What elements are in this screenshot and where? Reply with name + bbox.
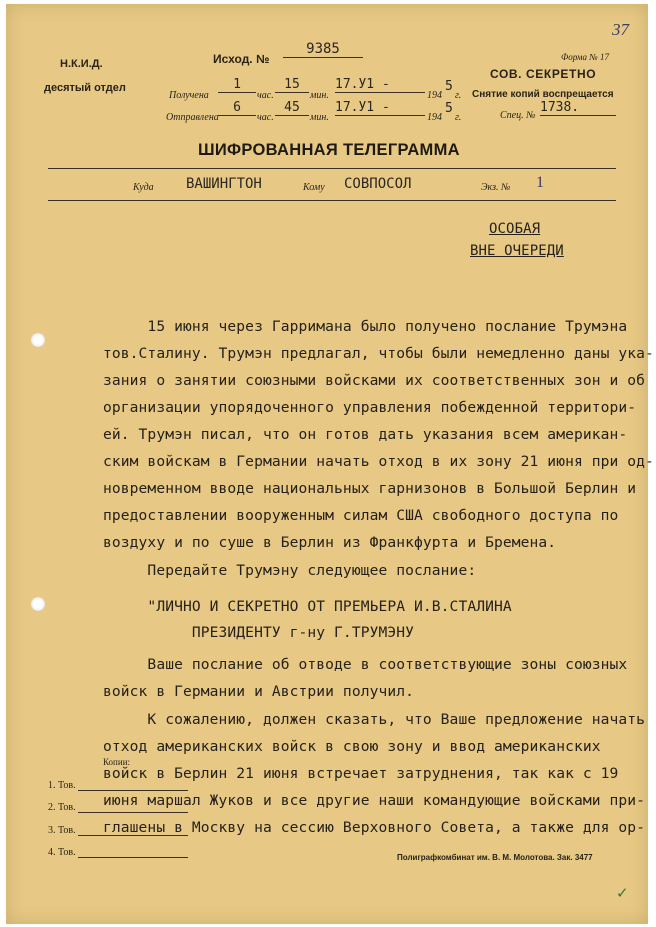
sent-hour-label: час. — [257, 112, 274, 123]
copy-line-4: 4. Тов. — [48, 847, 76, 858]
copy-line-3-rule — [78, 835, 188, 836]
body-line: отход американских войск в свою зону и ввод американских — [103, 738, 601, 755]
sent-min-label: мин. — [310, 112, 329, 123]
document-title: ШИФРОВАННАЯ ТЕЛЕГРАММА — [198, 141, 460, 159]
page-number: 37 — [612, 20, 629, 39]
body-line: ей. Трумэн писал, что он готов дать указания всем американ- — [103, 426, 628, 443]
sent-year-digit: 5 — [445, 101, 453, 116]
punch-hole-bottom — [31, 597, 45, 611]
sent-year-suffix: г. — [455, 112, 462, 123]
body-line: организации упорядоченного управления побежденной территори- — [103, 399, 637, 416]
sent-hour: 6 — [218, 100, 256, 116]
body-line: июня маршал Жуков и все другие наши командующие войсками при- — [103, 792, 646, 809]
body-line: войск в Германии и Австрии получил. — [103, 683, 415, 700]
copy-line-2: 2. Тов. — [48, 802, 76, 813]
copy-line-1: 1. Тов. — [48, 780, 76, 791]
spec-number: 1738. — [540, 100, 616, 116]
body-line: воздуху и по суше в Берлин из Франкфурта и Бремена. — [103, 534, 557, 551]
received-hour: 1 — [218, 77, 256, 93]
received-year-suffix: г. — [455, 90, 462, 101]
received-year-digit: 5 — [445, 79, 453, 94]
body-line: предоставлении вооруженным силам США свободного доступа по — [103, 507, 619, 524]
org-name: Н.К.И.Д. — [60, 58, 103, 70]
received-label: Получена — [169, 90, 209, 101]
copy-line-3: 3. Тов. — [48, 825, 76, 836]
copy-label: Экз. № — [481, 182, 511, 193]
to-value: ВАШИНГТОН — [186, 176, 262, 192]
priority-line-2: ВНЕ ОЧЕРЕДИ — [470, 243, 564, 259]
body-line: тов.Сталину. Трумэн предлагал, чтобы были немедленно даны ука- — [103, 345, 654, 362]
body-line: Ваше послание об отводе в соответствующие зоны союзных — [103, 656, 628, 673]
received-hour-label: час. — [257, 90, 274, 101]
copy-line-4-rule — [78, 857, 188, 858]
body-line: зания о занятии союзными войсками их соответственных зон и об — [103, 372, 646, 389]
sent-year-prefix: 194 — [427, 112, 442, 123]
copies-label: Копии: — [103, 757, 131, 767]
priority-line-1: ОСОБАЯ — [489, 221, 541, 237]
whom-value: СОВПОСОЛ — [344, 176, 412, 192]
received-date: 17.У1 - — [335, 77, 425, 93]
body-line: ским войскам в Германии начать отход в их зону 21 июня при од- — [103, 453, 654, 470]
received-year-prefix: 194 — [427, 90, 442, 101]
copy-line-2-rule — [78, 812, 188, 813]
body-line: глашены в Москву на сессию Верховного Совета, а также для ор- — [103, 819, 646, 836]
received-min: 15 — [275, 77, 309, 93]
sent-date: 17.У1 - — [335, 100, 425, 116]
department-name: десятый отдел — [44, 82, 126, 94]
body-line: 15 июня через Гарримана было получено послание Трумэна — [103, 318, 628, 335]
routing-top-rule — [48, 168, 616, 169]
body-line: Передайте Трумэну следующее послание: — [103, 562, 477, 579]
body-line: К сожалению, должен сказать, что Ваше предложение начать — [103, 711, 646, 728]
no-copies-note: Снятие копий воспрещается — [472, 89, 614, 100]
form-number: Форма № 17 — [561, 52, 610, 62]
whom-label: Кому — [303, 182, 325, 193]
routing-bottom-rule — [48, 200, 616, 201]
sent-label: Отправлена — [166, 112, 219, 123]
body-line: войск в Берлин 21 июня встречает затруднения, так как с 19 — [103, 765, 619, 782]
body-line: ПРЕЗИДЕНТУ г-ну Г.ТРУМЭНУ — [103, 624, 415, 641]
to-label: Куда — [133, 182, 154, 193]
checkmark-icon: ✓ — [616, 884, 629, 902]
outgoing-number: 9385 — [283, 41, 363, 58]
punch-hole-top — [31, 333, 45, 347]
body-line: новременном вводе национальных гарнизонов в Большой Берлин и — [103, 480, 637, 497]
body-line: "ЛИЧНО И СЕКРЕТНО ОТ ПРЕМЬЕРА И.В.СТАЛИНА — [103, 598, 512, 615]
spec-label: Спец. № — [500, 110, 536, 121]
copy-line-1-rule — [78, 790, 188, 791]
printer-imprint: Полиграфкомбинат им. В. М. Молотова. Зак. 3477 — [397, 853, 593, 862]
copy-number: 1 — [536, 174, 544, 191]
received-min-label: мин. — [310, 90, 329, 101]
outgoing-label: Исход. № — [213, 52, 270, 66]
secrecy-stamp: СОВ. СЕКРЕТНО — [490, 67, 597, 81]
sent-min: 45 — [275, 100, 309, 116]
